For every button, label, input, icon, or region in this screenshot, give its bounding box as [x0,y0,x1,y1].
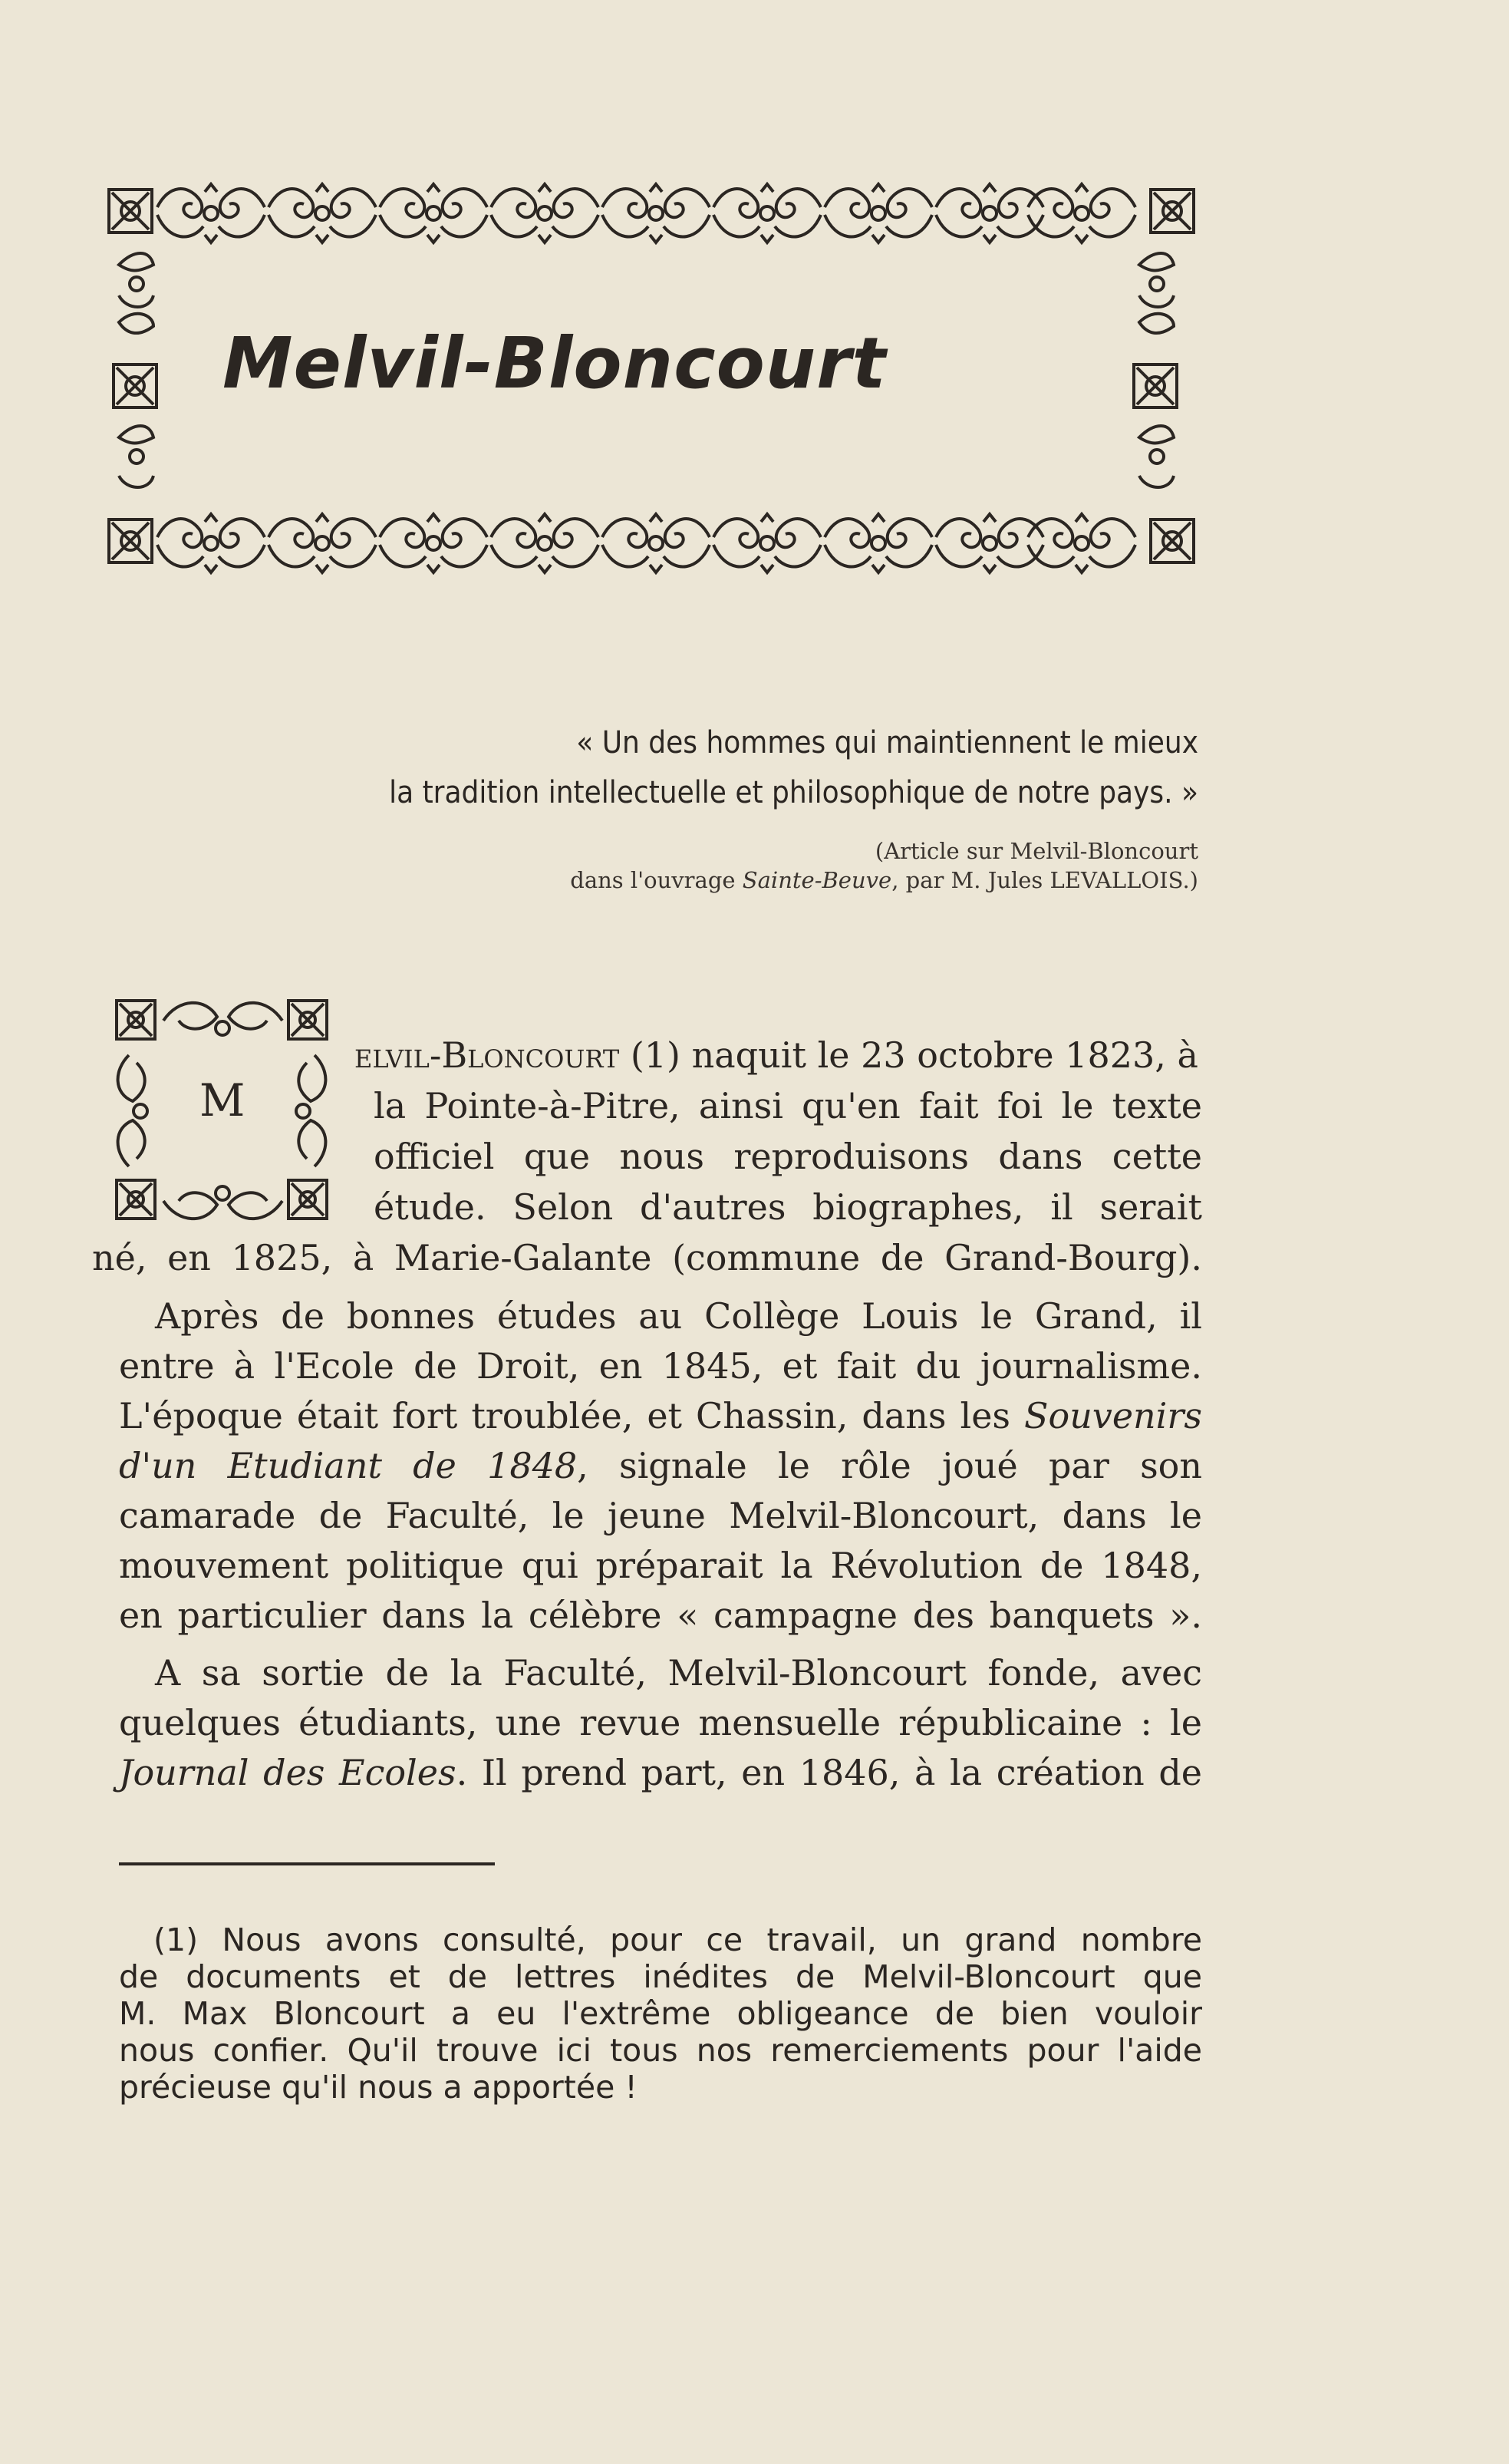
body-text: (1) naquit le 23 octobre 1823, à [619,1034,1198,1076]
fleuron-border-icon [107,503,1197,579]
drop-cap-ornament [114,998,332,1224]
body-line-9 [119,1445,1202,1486]
epigraph-source-line-1: (Article sur Melvil-Bloncourt [875,838,1198,864]
body-line-13: A sa sortie de la Faculté, Melvil-Bloncourt fonde, avec [155,1652,1202,1694]
name-small-caps: elvil-Bloncourt [354,1034,620,1076]
body-line-11: mouvement politique qui préparait la Révolution de 1848, [119,1545,1202,1586]
body-line-3: officiel que nous reproduisons dans cette [374,1136,1202,1177]
ornament-border-top [107,173,1197,249]
ornament-border-right [1128,249,1197,503]
body-line-2: la Pointe-à-Pitre, ainsi qu'en fait foi le texte [374,1085,1202,1126]
body-text: L'époque était fort troublée, et Chassin, dans les [119,1395,1025,1437]
ornament-border-bottom [107,503,1197,579]
footnote-line-2: de documents et de lettres inédites de Melvil-Bloncourt que [119,1958,1202,1995]
epigraph-line-1: « Un des hommes qui maintiennent le mieux [576,725,1198,760]
footnote-separator [119,1862,495,1865]
body-line-1 [354,1034,1202,1076]
source-text: dans l'ouvrage [570,867,743,893]
body-line-7: entre à l'Ecole de Droit, en 1845, et fait du journalisme. [119,1345,1202,1387]
body-line-4: étude. Selon d'autres biographes, il serait [374,1186,1202,1228]
drop-cap-letter: M [199,1074,245,1126]
fleuron-border-icon [107,173,1197,249]
fleuron-column-icon [1128,249,1197,503]
ornament-border-left [107,249,176,503]
body-text: , signale le rôle joué par son [577,1445,1202,1486]
italic-title: Journal des Ecoles [119,1752,456,1793]
epigraph-source-line-2 [570,867,1198,893]
body-line-8 [119,1395,1202,1437]
source-book-title: Sainte-Beuve [742,867,892,893]
body-text: . Il prend part, en 1846, à la création de [456,1752,1202,1793]
footnote-line-1: (1) Nous avons consulté, pour ce travail, un grand nombre [153,1921,1202,1958]
body-line-14: quelques étudiants, une revue mensuelle républicaine : le [119,1702,1202,1743]
body-line-15 [119,1752,1202,1793]
footnote-line-5: précieuse qu'il nous a apportée ! [119,2069,638,2106]
italic-title: Souvenirs [1024,1395,1202,1437]
body-line-12: en particulier dans la célèbre « campagne des banquets ». [119,1595,1202,1636]
italic-title: d'un Etudiant de 1848 [119,1445,578,1486]
body-line-6: Après de bonnes études au Collège Louis le Grand, il [155,1295,1202,1337]
body-line-10: camarade de Faculté, le jeune Melvil-Bloncourt, dans le [119,1495,1202,1536]
source-author: , par M. Jules LEVALLOIS.) [891,867,1198,893]
body-line-5: né, en 1825, à Marie-Galante (commune de Grand-Bourg). [92,1237,1202,1278]
epigraph-line-2: la tradition intellectuelle et philosophique de notre pays. » [389,775,1198,810]
footnote-line-4: nous confier. Qu'il trouve ici tous nos remerciements pour l'aide [119,2032,1202,2069]
footnote-line-3: M. Max Bloncourt a eu l'extrême obligeance de bien vouloir [119,1995,1202,2032]
fleuron-column-icon [107,249,176,503]
chapter-title: Melvil-Bloncourt [222,322,887,404]
